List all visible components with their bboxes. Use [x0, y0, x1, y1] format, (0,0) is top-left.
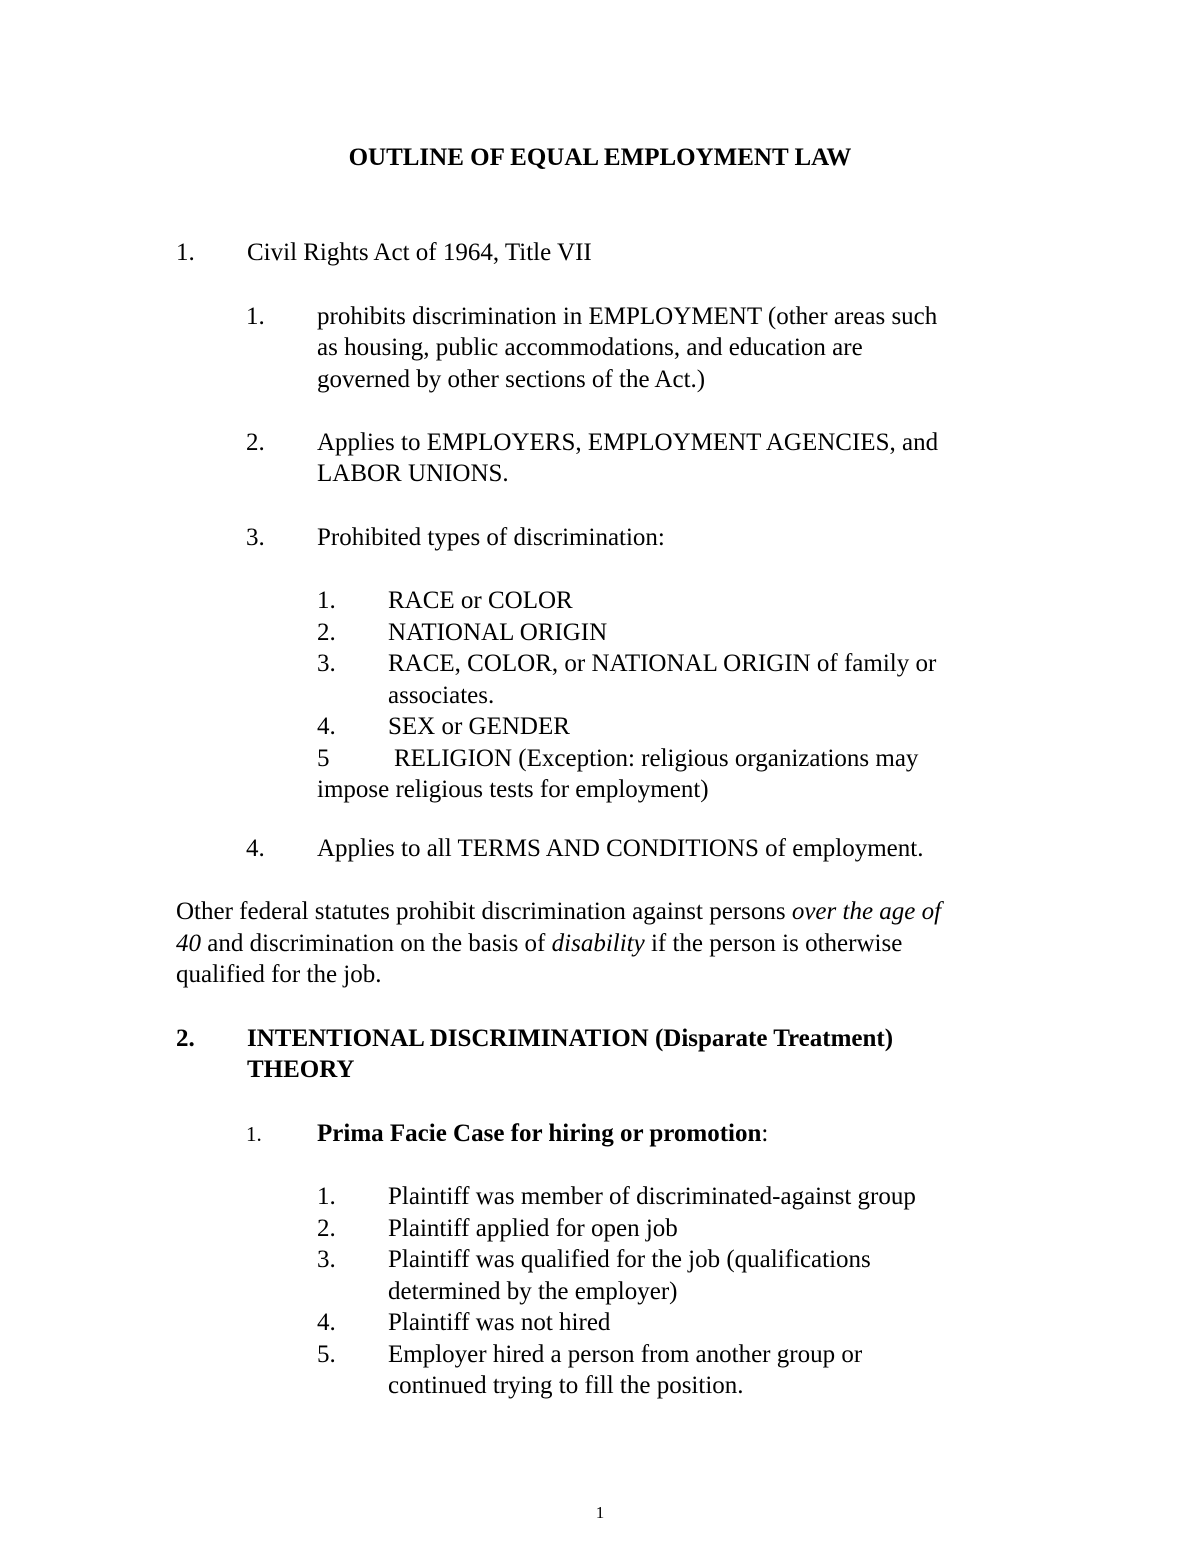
- paragraph-text: if the person is otherwise: [644, 930, 903, 957]
- emphasis-age: over the age of: [791, 898, 942, 925]
- list-item-number: 1.: [317, 587, 336, 614]
- list-item-text: prohibits discrimination in EMPLOYMENT (other areas such: [317, 303, 938, 330]
- list-item-number: 3.: [246, 524, 265, 551]
- section-2-heading: THEORY: [247, 1056, 355, 1083]
- list-item-text: Applies to all TERMS AND CONDITIONS of employment.: [317, 835, 924, 862]
- list-item-text: continued trying to fill the position.: [388, 1372, 744, 1399]
- section-1-heading: Civil Rights Act of 1964, Title VII: [247, 239, 592, 266]
- list-item-text: RELIGION (Exception: religious organizations may: [394, 745, 919, 772]
- section-2-number: 2.: [176, 1025, 195, 1052]
- paragraph-line: [176, 897, 941, 927]
- list-item-number: 4.: [317, 1309, 336, 1336]
- paragraph-text: and discrimination on the basis of: [201, 930, 552, 957]
- emphasis-disability: disability: [551, 930, 645, 957]
- list-item-number: 4.: [246, 835, 265, 862]
- page-number: 1: [595, 1503, 605, 1522]
- list-item-number: 2.: [317, 619, 336, 646]
- list-item-text: Employer hired a person from another group or: [388, 1341, 863, 1368]
- list-item-number: 3.: [317, 1246, 336, 1273]
- page-title: OUTLINE OF EQUAL EMPLOYMENT LAW: [348, 144, 852, 171]
- list-item-text: Prohibited types of discrimination:: [317, 524, 665, 551]
- list-item-number: 3.: [317, 650, 336, 677]
- list-item-text: associates.: [388, 682, 495, 709]
- list-item-number: 2.: [317, 1215, 336, 1242]
- list-item-text: governed by other sections of the Act.): [317, 366, 706, 393]
- list-item-text: determined by the employer): [388, 1278, 678, 1305]
- list-item-number: 4.: [317, 713, 336, 740]
- section-1-number: 1.: [176, 239, 195, 266]
- list-item-text: Plaintiff was not hired: [388, 1309, 611, 1336]
- list-item-number: 1.: [246, 303, 265, 330]
- list-item-number: 1.: [317, 1183, 336, 1210]
- list-item-number: 5: [317, 745, 330, 772]
- list-item-text: RACE, COLOR, or NATIONAL ORIGIN of family or: [388, 650, 937, 677]
- list-item-number: 2.: [246, 429, 265, 456]
- list-item-text: Plaintiff was qualified for the job (qualifications: [388, 1246, 871, 1273]
- list-item-text: NATIONAL ORIGIN: [388, 619, 608, 646]
- list-item-text: SEX or GENDER: [388, 713, 570, 740]
- list-item-text: LABOR UNIONS.: [317, 460, 509, 487]
- list-item-text: impose religious tests for employment): [317, 776, 709, 803]
- list-item-text: RACE or COLOR: [388, 587, 573, 614]
- paragraph-text: Other federal statutes prohibit discrimination against persons: [176, 898, 792, 925]
- list-item-text: Plaintiff applied for open job: [388, 1215, 678, 1242]
- section-2-heading: INTENTIONAL DISCRIMINATION (Disparate Treatment): [247, 1025, 894, 1052]
- list-item-text: Plaintiff was member of discriminated-against group: [388, 1183, 916, 1210]
- paragraph-line: [176, 929, 902, 959]
- list-item-number: 5.: [317, 1341, 336, 1368]
- subsection-heading: Prima Facie Case for hiring or promotion:: [317, 1120, 769, 1147]
- paragraph-line: qualified for the job.: [176, 961, 382, 988]
- emphasis-age-number: 40: [176, 930, 201, 957]
- list-item-text: Applies to EMPLOYERS, EMPLOYMENT AGENCIES, and: [317, 429, 939, 456]
- subsection-number: 1.: [246, 1122, 262, 1146]
- list-item-text: as housing, public accommodations, and education are: [317, 334, 863, 361]
